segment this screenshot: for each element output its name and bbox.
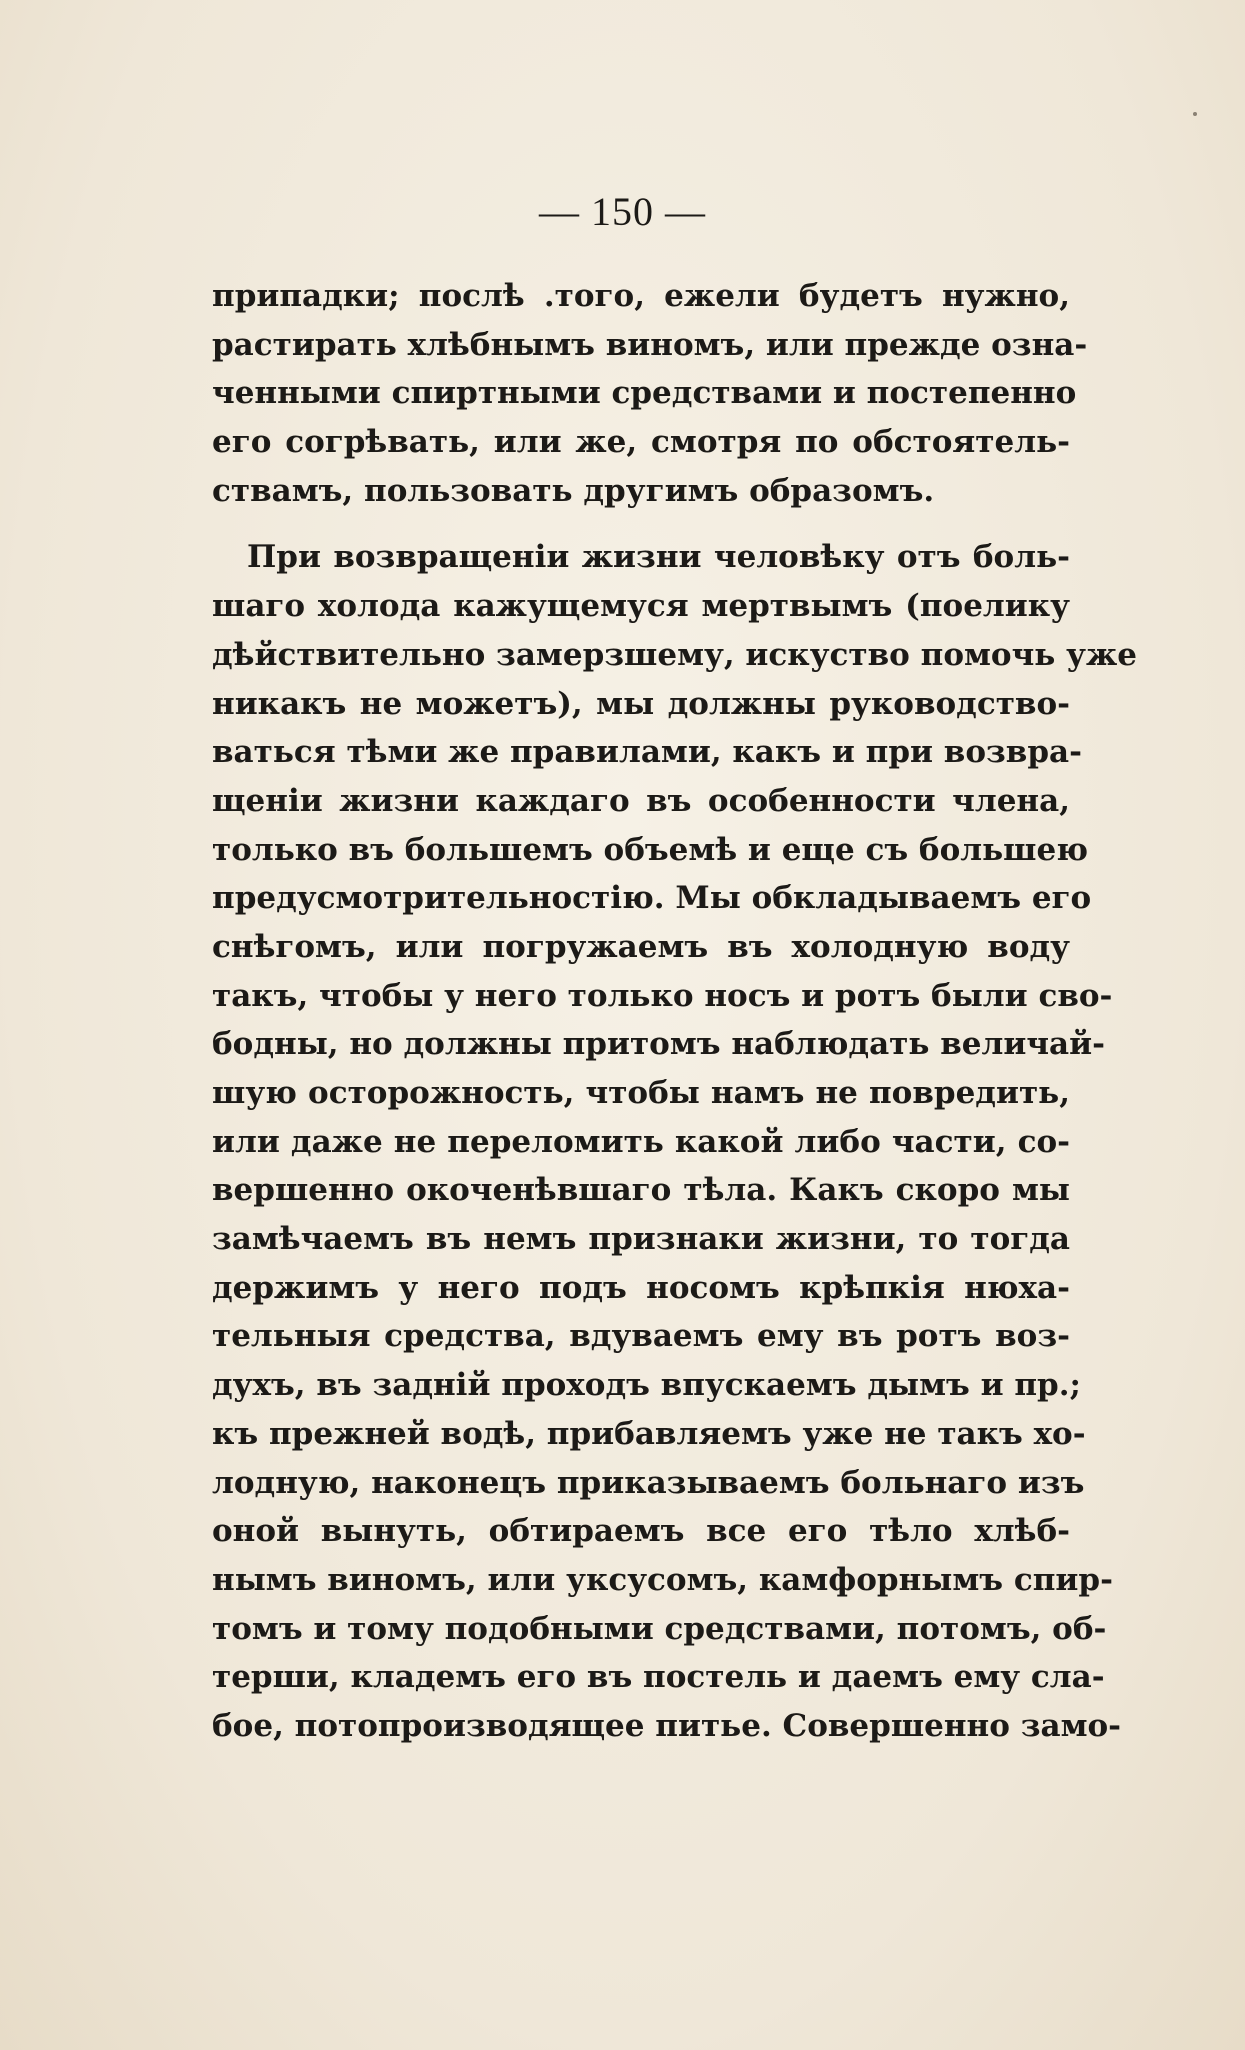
text-line: припадки; послѣ .того, ежели будетъ нужно, [212, 278, 1070, 314]
text-line: только въ большемъ объемѣ и еще съ большею [212, 831, 1089, 868]
text-line: духъ, въ задній проходъ впускаемъ дымъ и пр.; [212, 1367, 1081, 1404]
paragraph-2 [212, 533, 1137, 1750]
text-line: ченными спиртными средствами и постепенно [212, 375, 1077, 412]
paper-speck [1193, 112, 1197, 116]
text-line: его согрѣвать, или же, смотря по обстоятель- [212, 424, 1070, 461]
text-line: тельныя средства, вдуваемъ ему въ ротъ воз- [212, 1318, 1070, 1355]
text-line: никакъ не можетъ), мы должны руководство- [212, 685, 1070, 722]
page-number: — 150 — [539, 189, 706, 234]
body-text [212, 272, 1137, 1751]
text-line: ствамъ, пользовать другимъ образомъ. [212, 472, 935, 509]
text-line: къ прежней водѣ, прибавляемъ уже не такъ хо- [212, 1415, 1086, 1452]
text-line: терши, кладемъ его въ постель и даемъ ему сла- [212, 1659, 1105, 1696]
text-line: нымъ виномъ, или уксусомъ, камфорнымъ спир- [212, 1561, 1113, 1598]
text-line: оной вынуть, обтираемъ все его тѣло хлѣб- [212, 1513, 1070, 1550]
text-line: бое, потопроизводящее питье. Совершенно замо- [212, 1707, 1122, 1744]
text-line: растирать хлѣбнымъ виномъ, или прежде озна- [212, 326, 1088, 363]
text-line: лодную, наконецъ приказываемъ больнаго изъ [212, 1464, 1085, 1501]
text-line: или даже не переломить какой либо части, со- [212, 1123, 1070, 1160]
text-line: вершенно окоченѣвшаго тѣла. Какъ скоро мы [212, 1172, 1070, 1209]
text-line: замѣчаемъ въ немъ признаки жизни, то тогда [212, 1221, 1070, 1258]
text-line: томъ и тому подобными средствами, потомъ, об- [212, 1610, 1107, 1647]
text-line: снѣгомъ, или погружаемъ въ холодную воду [212, 928, 1070, 965]
text-line: шаго холода кажущемуся мертвымъ (поелику [212, 588, 1070, 625]
text-line: бодны, но должны притомъ наблюдать величай- [212, 1026, 1105, 1063]
text-line: дѣйствительно замерзшему, искуство помочь уже [212, 636, 1137, 673]
text-line: предусмотрительностію. Мы обкладываемъ его [212, 880, 1092, 917]
text-line: держимъ у него подъ носомъ крѣпкія нюха- [212, 1269, 1070, 1306]
text-line: ваться тѣми же правилами, какъ и при возвра- [212, 734, 1082, 771]
text-line: При возвращеніи жизни человѣку отъ боль- [247, 539, 1070, 576]
text-line: щеніи жизни каждаго въ особенности члена, [212, 782, 1070, 819]
paragraph-1 [212, 272, 1088, 515]
text-line: шую осторожность, чтобы намъ не повредить, [212, 1075, 1070, 1111]
text-line: такъ, чтобы у него только носъ и ротъ были сво- [212, 977, 1113, 1014]
